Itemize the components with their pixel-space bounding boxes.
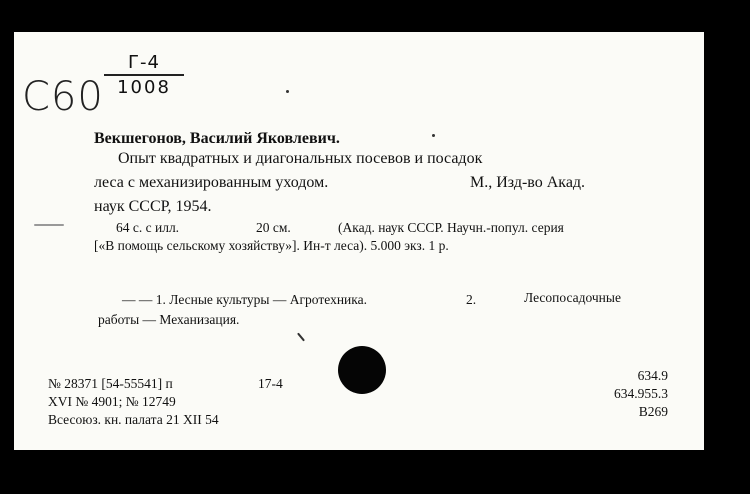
classification-1: 634.9	[637, 368, 668, 383]
subject-heading-1: — — 1. Лесные культуры — Агротехника.	[122, 292, 367, 307]
classification-3: В269	[638, 404, 668, 419]
title-imprint: М., Изд-во Акад.	[470, 174, 586, 191]
ink-speck	[432, 134, 435, 137]
collation-pages: 64 с. с илл.	[116, 220, 180, 235]
footer-series-number: XVI № 4901; № 12749	[48, 394, 176, 409]
title-line-2: леса с механизированным уходом.	[94, 174, 329, 191]
call-number-fraction-top: Г-4	[104, 52, 184, 76]
footer-record-number: № 28371 [54-55541] п	[48, 376, 173, 391]
subject-number-2: 2.	[466, 292, 477, 307]
footer-chamber-date: Всесоюз. кн. палата 21 XII 54	[48, 412, 219, 427]
ink-mark	[297, 333, 305, 342]
footer-code: 17-4	[258, 376, 283, 391]
collation-series: (Акад. наук СССР. Научн.-попул. серия	[338, 220, 564, 235]
call-number-fraction	[104, 52, 184, 98]
subject-heading-2b: работы — Механизация.	[98, 312, 240, 327]
author-heading: Векшегонов, Василий Яковлевич.	[94, 130, 340, 147]
collation-line-2: [«В помощь сельскому хозяйству»]. Ин-т леса). 5.000 экз. 1 р.	[94, 238, 449, 253]
classification-2: 634.955.3	[614, 386, 668, 401]
ink-speck	[286, 90, 289, 93]
ink-smudge	[34, 224, 64, 226]
subject-heading-2a: Лесопосадочные	[524, 290, 621, 305]
punch-hole	[338, 346, 386, 394]
collation-size: 20 см.	[256, 220, 291, 235]
title-line-3: наук СССР, 1954.	[94, 198, 212, 215]
call-number-fraction-bottom: 1008	[117, 77, 171, 98]
call-number-prefix: С60	[22, 74, 104, 120]
title-line-1: Опыт квадратных и диагональных посевов и посадок	[118, 150, 483, 167]
